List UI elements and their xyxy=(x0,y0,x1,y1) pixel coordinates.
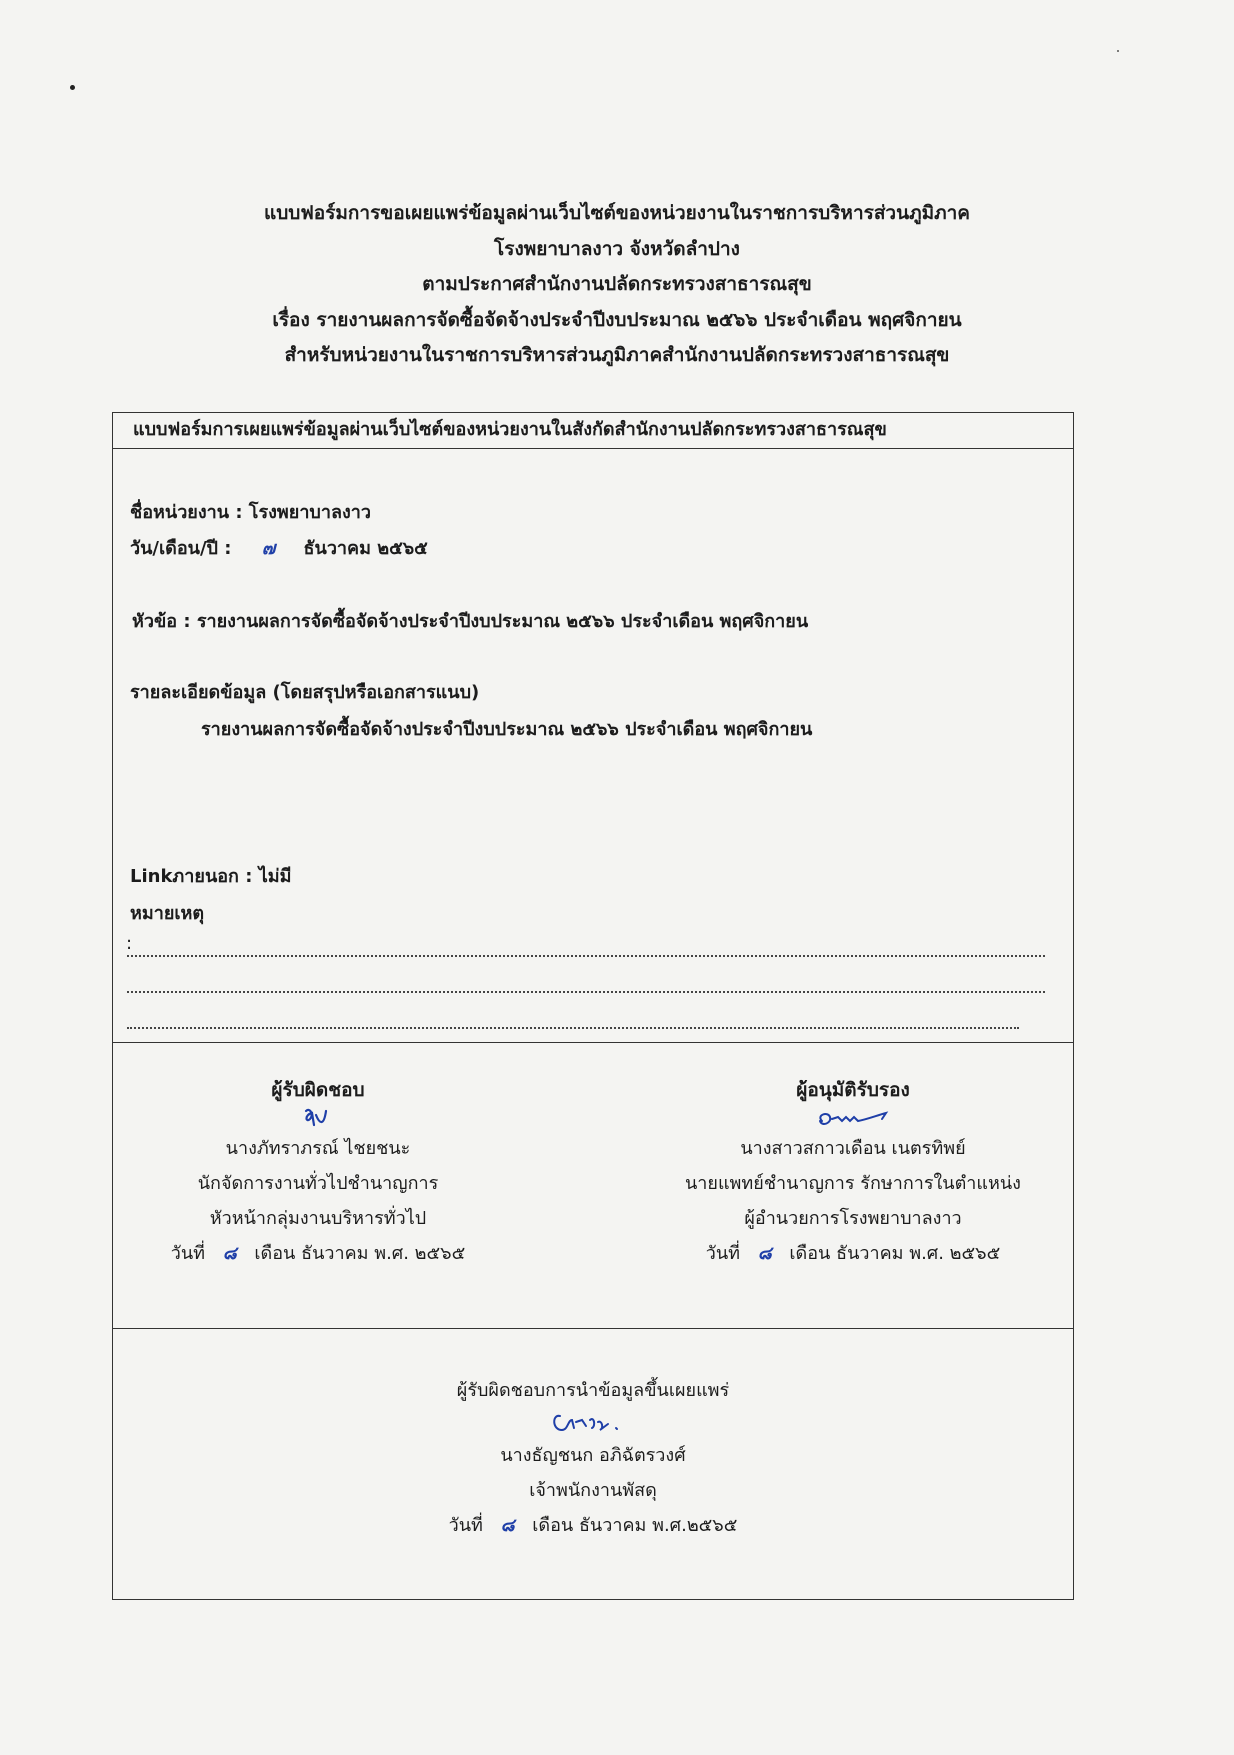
signature-mark xyxy=(808,1105,898,1131)
section-divider xyxy=(113,1328,1073,1329)
topic-field: หัวข้อ : รายงานผลการจัดซื้อจัดจ้างประจำปีงบประมาณ ๒๕๖๖ ประจำเดือน พฤศจิกายน xyxy=(132,611,809,632)
remark-dotted-line-3 xyxy=(127,1027,1019,1029)
date-day-handwritten: ๘ xyxy=(222,1243,237,1264)
responsible-position-1: นักจัดการงานทั่วไปชำนาญการ xyxy=(197,1173,439,1194)
header-line-4: เรื่อง รายงานผลการจัดซื้อจัดจ้างประจำปีงบประมาณ ๒๕๖๖ ประจำเดือน พฤศจิกายน xyxy=(272,308,962,331)
responsible-date xyxy=(143,1236,493,1271)
detail-label: รายละเอียดข้อมูล (โดยสรุปหรือเอกสารแนบ) xyxy=(130,682,480,703)
date-month-year: ธันวาคม ๒๕๖๕ xyxy=(303,538,428,559)
publisher-name: นางธัญชนก อภิฉัตรวงศ์ xyxy=(500,1445,686,1466)
publisher-date xyxy=(343,1508,843,1543)
date-day-handwritten: ๘ xyxy=(757,1243,772,1264)
form-box-title: แบบฟอร์มการเผยแพร่ข้อมูลผ่านเว็บไซต์ของหน่วยงานในสังกัดสำนักงานปลัดกระทรวงสาธารณสุข xyxy=(113,413,1073,449)
publisher-position: เจ้าพนักงานพัสดุ xyxy=(529,1480,657,1501)
date-prefix: วันที่ xyxy=(170,1243,206,1264)
remark-colon: : xyxy=(126,933,133,954)
date-rest: เดือน ธันวาคม พ.ศ.๒๕๖๕ xyxy=(532,1515,738,1536)
approver-position-1: นายแพทย์ชำนาญการ รักษาการในตำแหน่ง xyxy=(685,1173,1021,1194)
approver-name: นางสาวสกาวเดือน เนตรทิพย์ xyxy=(740,1138,966,1159)
external-link-field: Linkภายนอก : ไม่มี xyxy=(130,866,292,887)
scan-speck xyxy=(70,85,75,90)
form-box xyxy=(112,412,1074,1600)
publisher-signature-block xyxy=(343,1373,843,1543)
header-line-2: โรงพยาบาลงาว จังหวัดลำปาง xyxy=(494,237,740,260)
signature-mark xyxy=(538,1408,648,1438)
section-divider xyxy=(113,1042,1073,1043)
detail-text: รายงานผลการจัดซื้อจัดจ้างประจำปีงบประมาณ ๒๕๖๖ ประจำเดือน พฤศจิกายน xyxy=(201,719,813,740)
signature-mark xyxy=(288,1105,348,1131)
date-prefix: วันที่ xyxy=(448,1515,483,1536)
responsible-position-2: หัวหน้ากลุ่มงานบริหารทั่วไป xyxy=(209,1208,427,1229)
header-line-3: ตามประกาศสำนักงานปลัดกระทรวงสาธารณสุข xyxy=(422,273,812,295)
remark-label: หมายเหตุ xyxy=(130,903,205,924)
remark-dotted-line-2 xyxy=(127,991,1045,993)
document-header xyxy=(0,196,1234,374)
approver-position-2: ผู้อำนวยการโรงพยาบาลงาว xyxy=(744,1208,962,1229)
publisher-role: ผู้รับผิดชอบการนำข้อมูลขึ้นเผยแพร่ xyxy=(456,1380,730,1401)
responsible-name: นางภัทราภรณ์ ไชยชนะ xyxy=(225,1138,411,1159)
header-line-5: สำหรับหน่วยงานในราชการบริหารส่วนภูมิภาคสำนักงานปลัดกระทรวงสาธารณสุข xyxy=(284,344,950,366)
date-day-handwritten: ๗ xyxy=(261,538,276,559)
date-rest: เดือน ธันวาคม พ.ศ. ๒๕๖๕ xyxy=(254,1243,466,1264)
responsible-signature-block xyxy=(143,1075,493,1271)
responsible-role: ผู้รับผิดชอบ xyxy=(271,1079,365,1101)
scan-speck xyxy=(1117,50,1119,52)
header-line-1: แบบฟอร์มการขอเผยแพร่ข้อมูลผ่านเว็บไซต์ของหน่วยงานในราชการบริหารส่วนภูมิภาค xyxy=(263,202,971,224)
approver-signature-block xyxy=(653,1075,1053,1271)
date-field xyxy=(130,533,428,562)
remark-dotted-line-1 xyxy=(127,955,1045,957)
date-rest: เดือน ธันวาคม พ.ศ. ๒๕๖๕ xyxy=(789,1243,1001,1264)
date-label: วัน/เดือน/ปี : xyxy=(130,538,232,559)
approver-date xyxy=(653,1236,1053,1271)
date-prefix: วันที่ xyxy=(705,1243,741,1264)
date-day-handwritten: ๘ xyxy=(500,1515,515,1536)
unit-name-field: ชื่อหน่วยงาน : โรงพยาบาลงาว xyxy=(130,502,371,523)
approver-role: ผู้อนุมัติรับรอง xyxy=(796,1079,910,1101)
